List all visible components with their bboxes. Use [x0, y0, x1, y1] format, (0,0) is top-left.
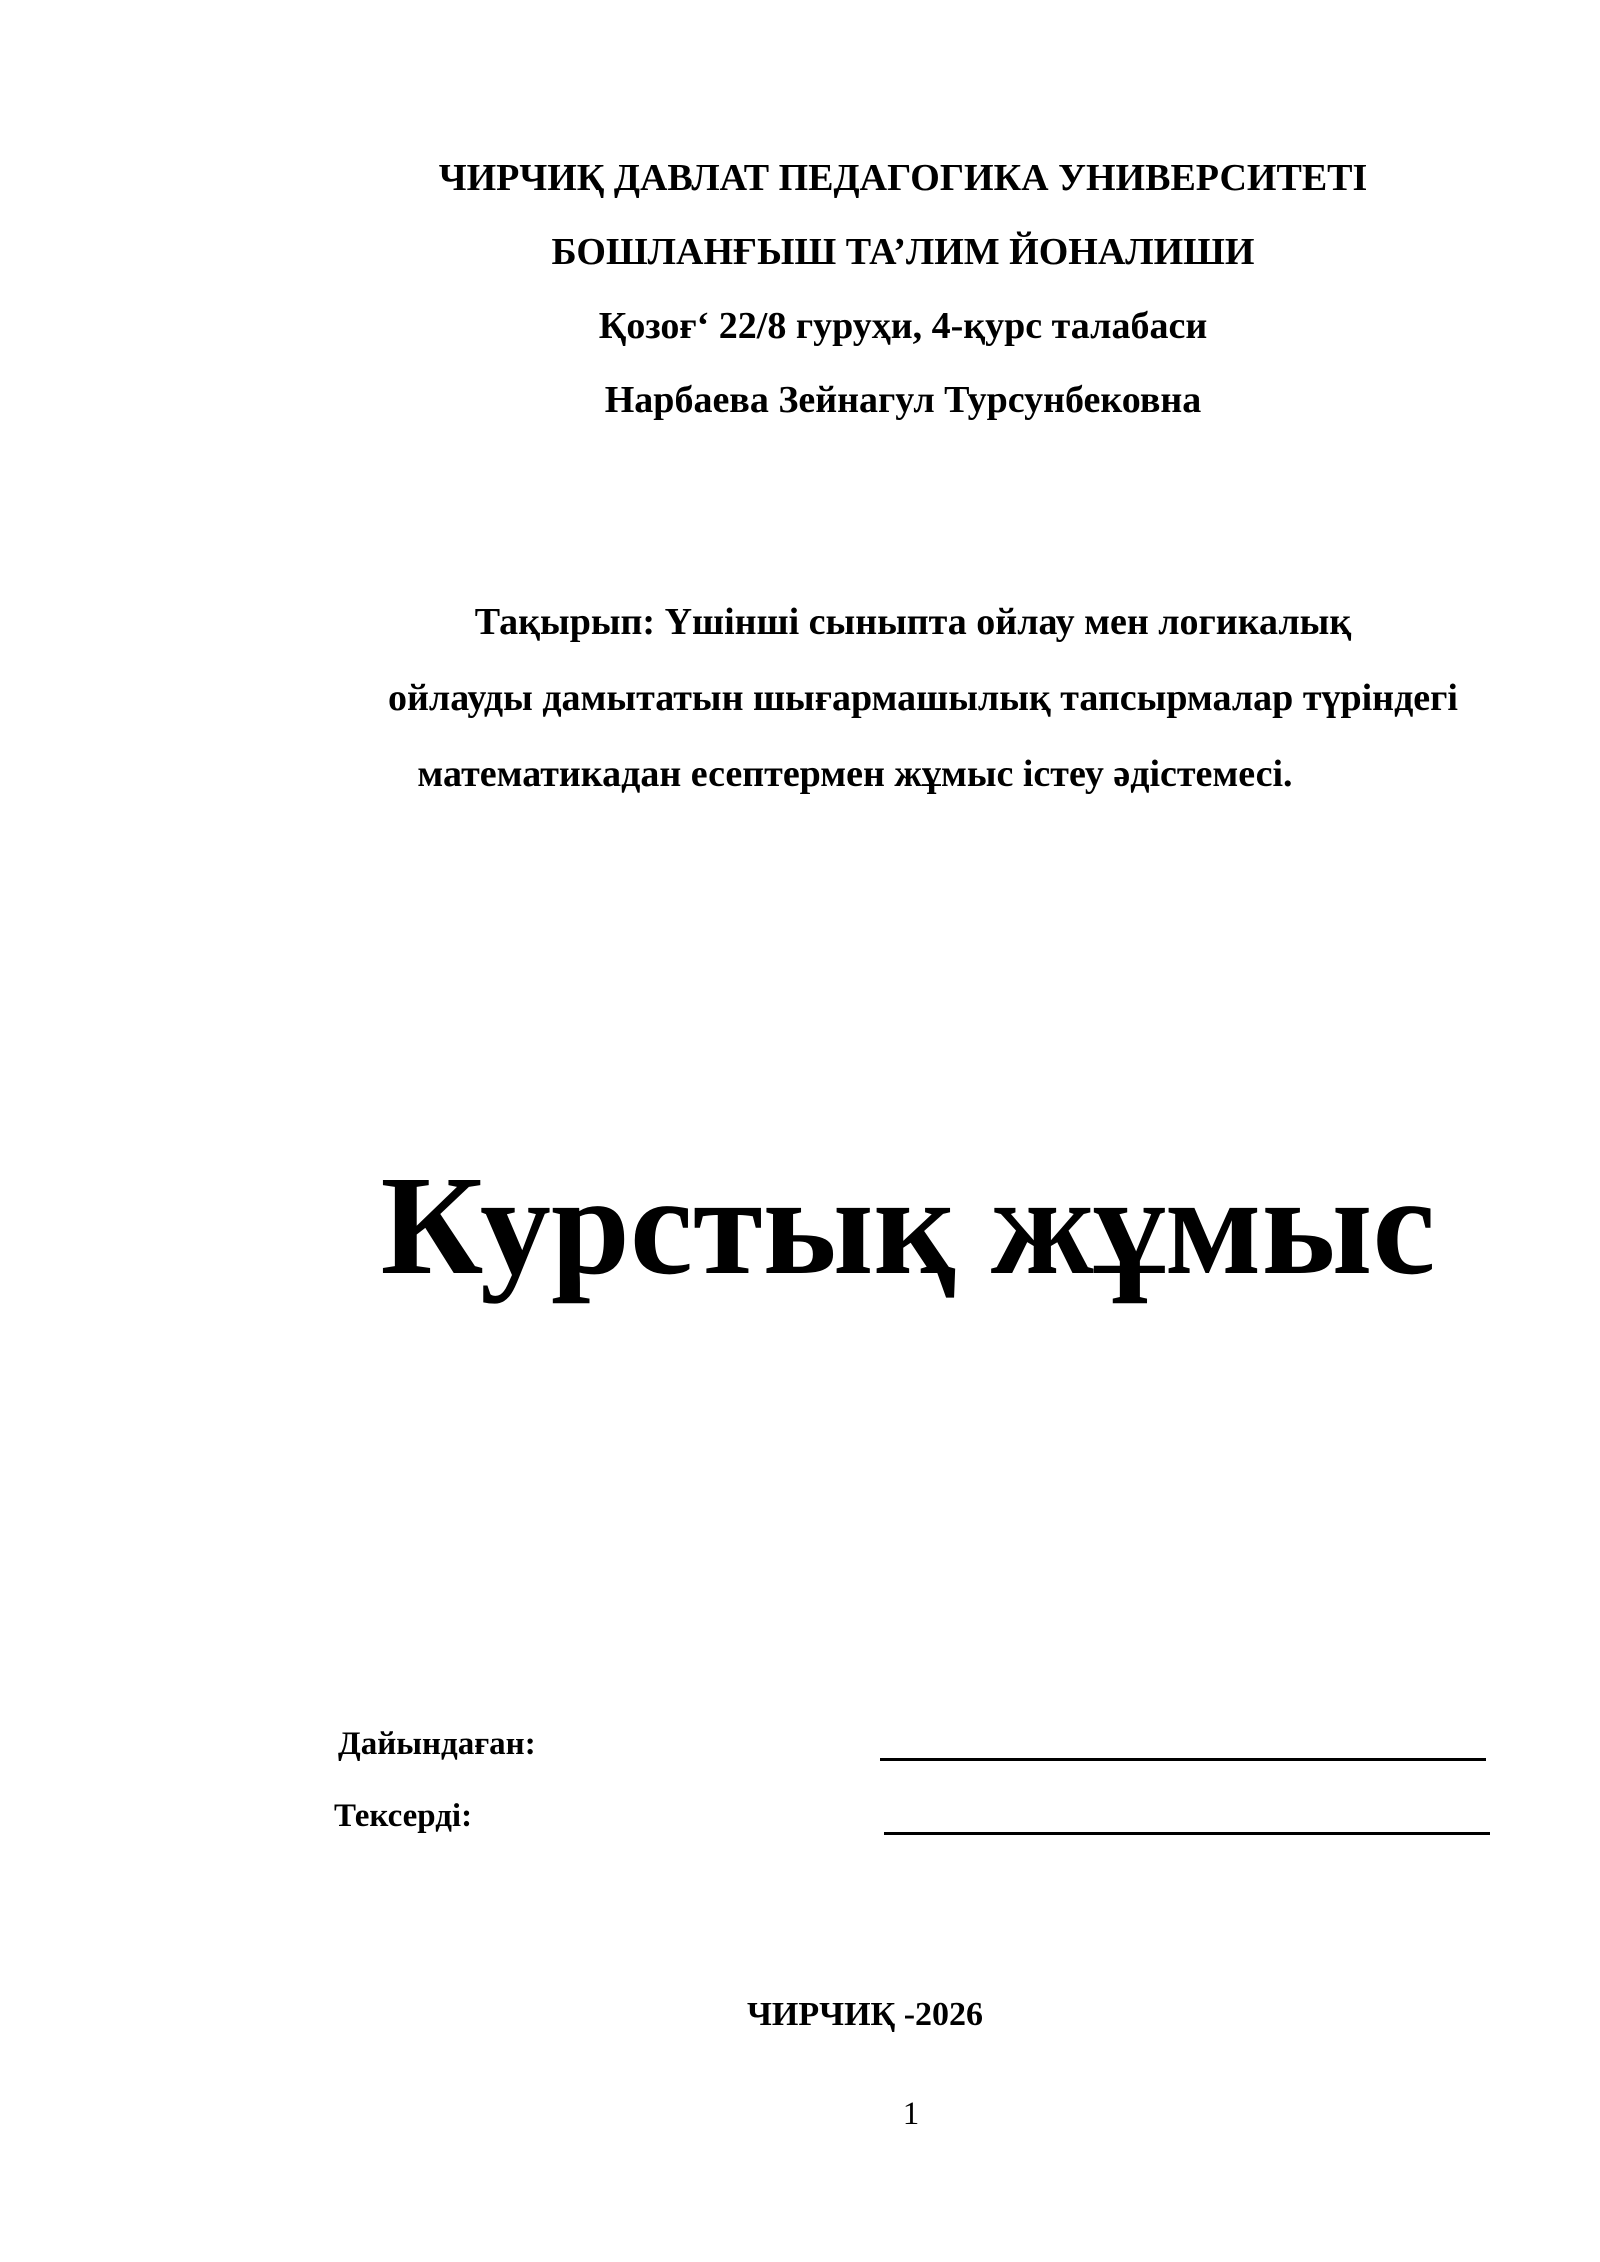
city-year: ЧИРЧИҚ -2026 [746, 1996, 984, 2033]
student-name: Нарбаева Зейнагул Турсунбековна [604, 379, 1202, 421]
prepared-by-signature-line [880, 1758, 1486, 1761]
university-name: ЧИРЧИҚ ДАВЛАТ ПЕДАГОГИКА УНИВЕРСИТЕТІ [438, 157, 1368, 199]
topic-line-2: ойлауды дамытатын шығармашылық тапсырмалар түріндегі [388, 677, 1458, 719]
checked-by-label: Тексерді: [334, 1798, 473, 1834]
document-title: Курстық жұмыс [380, 1146, 1436, 1304]
direction-name: БОШЛАНҒЫШ ТА’ЛИМ ЙОНАЛИШИ [551, 231, 1255, 273]
topic-line-3: математикадан есептермен жұмыс істеу әдістемесі. [417, 753, 1293, 795]
topic-line-1: Тақырып: Үшінші сыныпта ойлау мен логикалық [474, 601, 1352, 643]
student-group: Қозоғ‘ 22/8 гуруҳи, 4-қурс талабаси [598, 305, 1208, 347]
page-number: 1 [902, 2096, 920, 2132]
prepared-by-label: Дайындаған: [338, 1726, 536, 1762]
checked-by-signature-line [884, 1832, 1490, 1835]
